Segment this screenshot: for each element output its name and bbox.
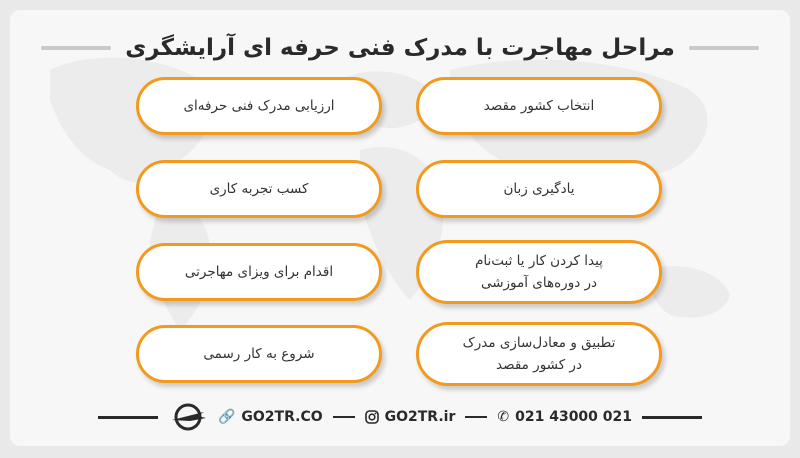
footer-phone[interactable] bbox=[497, 409, 632, 425]
step-text-line-2: در کشور مقصد bbox=[496, 357, 582, 373]
step-text: کسب تجربه کاری bbox=[209, 181, 309, 197]
step-text-line-1: پیدا کردن کار یا ثبت‌نام bbox=[475, 253, 603, 269]
step-left-2 bbox=[136, 160, 382, 218]
step-left-1 bbox=[136, 77, 382, 135]
phone-icon: ✆ bbox=[497, 409, 510, 425]
footer-separator bbox=[333, 416, 355, 418]
step-text: ارزیابی مدرک فنی حرفه‌ای bbox=[183, 98, 335, 114]
link-icon: 🔗 bbox=[217, 409, 236, 425]
page-title: مراحل مهاجرت با مدرک فنی حرفه ای آرایشگری bbox=[125, 35, 675, 61]
infographic-card bbox=[10, 10, 790, 446]
step-text-line-1: تطبیق و معادل‌سازی مدرک bbox=[462, 335, 616, 351]
step-text-line-2: در دوره‌های آموزشی bbox=[480, 275, 598, 291]
step-right-2 bbox=[416, 160, 662, 218]
footer-separator bbox=[465, 416, 487, 418]
logo-plane-icon bbox=[168, 402, 208, 432]
step-right-1 bbox=[416, 77, 662, 135]
title-decor-line-left bbox=[41, 46, 111, 50]
step-text: یادگیری زبان bbox=[503, 181, 575, 197]
title-decor-line-right bbox=[689, 46, 759, 50]
step-text: اقدام برای ویزای مهاجرتی bbox=[184, 264, 334, 280]
phone-text: 021 43000 021 bbox=[515, 409, 633, 425]
world-map-background bbox=[10, 10, 790, 446]
footer-instagram[interactable] bbox=[365, 409, 456, 425]
footer-website[interactable] bbox=[218, 409, 323, 425]
footer-contact-bar bbox=[10, 402, 790, 432]
step-left-3 bbox=[136, 243, 382, 301]
step-text: انتخاب کشور مقصد bbox=[483, 98, 595, 114]
instagram-icon bbox=[365, 410, 379, 424]
title-row bbox=[10, 28, 790, 68]
footer-line-left bbox=[98, 416, 158, 419]
step-right-4 bbox=[416, 322, 662, 386]
footer-line-right bbox=[642, 416, 702, 419]
website-text: GO2TR.CO bbox=[241, 409, 323, 425]
step-text: شروع به کار رسمی bbox=[203, 346, 315, 362]
step-left-4 bbox=[136, 325, 382, 383]
instagram-text: GO2TR.ir bbox=[384, 409, 456, 425]
step-right-3 bbox=[416, 240, 662, 304]
